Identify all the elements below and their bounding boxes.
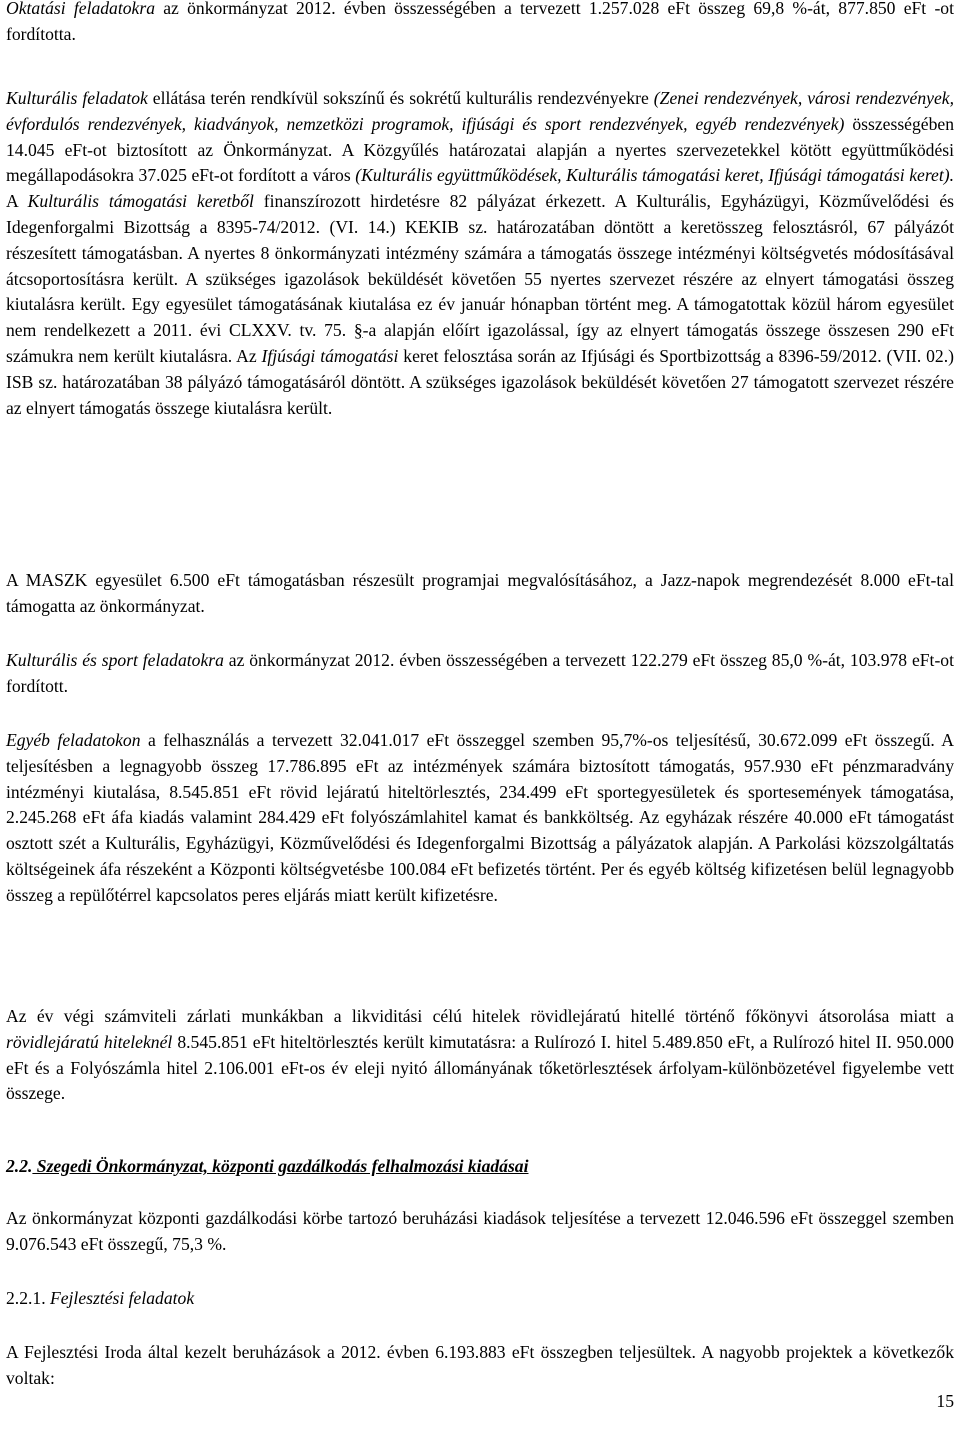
paragraph-central-investments: [6, 1206, 954, 1258]
text-run: -a alapján előírt igazolással, így az elnyert támogatás összege összesen 290 eFt számukra nem került kiutalásra. Az: [6, 320, 954, 366]
section-heading-2-2-1: [6, 1286, 954, 1312]
paragraph-year-end-closing: [6, 1004, 954, 1107]
paragraph-cultural-sport: [6, 648, 954, 700]
italic-term: Oktatási feladatokra: [6, 0, 155, 18]
text-run: összességében 14.045 eFt-ot biztosított az Önkormányzat. A Közgyűlés határozatai alapján a nyertes szervezetekkel kötött együttműködési megállapodásokra 37.025 eFt-ot fordított a város: [6, 113, 954, 186]
italic-term: (Zenei rendezvények, városi rendezvények, évfordulós rendezvények, kiadványok, nemzetközi programok, ifjúsági és sport rendezvények, egyéb rendezvények): [6, 88, 954, 134]
section-number: 2.2.1.: [6, 1288, 46, 1308]
italic-term: Kulturális és sport feladatokra: [6, 650, 224, 670]
text-run: A MASZK egyesület 6.500 eFt támogatásban részesült programjai megvalósításához, a Jazz-napok megrendezését 8.000 eFt-tal támogatta az önkormányzat.: [6, 570, 954, 616]
italic-term: (Kulturális együttműködések, Kulturális támogatási keret, Ifjúsági támogatási keret).: [355, 165, 954, 186]
page-number: 15: [936, 1391, 954, 1411]
underlined-term: §: [353, 320, 363, 341]
text-run: az önkormányzat 2012. évben összességében a tervezett 1.257.028 eFt összeg 69,8 %-át, 877.850 eFt -ot fordította.: [6, 0, 954, 44]
text-run: A: [6, 191, 28, 212]
paragraph-other-tasks: [6, 728, 954, 909]
paragraph-cultural-tasks: [6, 86, 954, 421]
italic-term: Ifjúsági támogatási: [261, 345, 399, 366]
text-run: ellátása terén rendkívül sokszínű és sokrétű kulturális rendezvényekre: [147, 88, 654, 108]
section-number: 2.2.: [6, 1156, 33, 1176]
italic-term: Egyéb feladatokon: [6, 730, 141, 750]
section-heading-2-2: [6, 1154, 954, 1180]
paragraph-education: [6, 0, 954, 48]
paragraph-maszk: [6, 568, 954, 620]
section-title: Szegedi Önkormányzat, központi gazdálkodás felhalmozási kiadásai: [32, 1156, 529, 1176]
text-run: A Fejlesztési Iroda által kezelt beruházások a 2012. évben 6.193.883 eFt összegben teljesültek. A nagyobb projektek a következők voltak:: [6, 1342, 954, 1388]
text-run: Az év végi számviteli zárlati munkákban a likviditási célú hitelek rövidlejáratú hitellé történő főkönyvi átsorolása miatt a: [6, 1006, 954, 1026]
paragraph-development-office: [6, 1340, 954, 1392]
text-run: az önkormányzat 2012. évben összességében a tervezett 122.279 eFt összeg 85,0 %-át, 103.978 eFt-ot fordított.: [6, 650, 954, 696]
italic-term: Kulturális feladatok: [6, 88, 148, 108]
text-run: a felhasználás a tervezett 32.041.017 eFt összeggel szemben 95,7%-os teljesítésű, 30.672.099 eFt összegű. A teljesítésben a legnagyobb összeg 17.786.895 eFt az intézmények számára biztosított támogatás, 957.930 eFt pénzmaradvány intézményi kiutalása, 8.545.851 eFt rövid lejáratú hiteltörlesztés, 234.499 eFt sportegyesületek és sportesemények támogatása, 2.245.268 eFt áfa kiadás valamint 284.429 eFt folyószámlahitel kamat és bankköltség. Az egyházak részére 40.000 eFt támogatást osztott szét a Kulturális, Egyházügyi, Közművelődési és Idegenforgalmi Bizottság a pályázatok alapján. A Parkolási közszolgáltatás költségeinek áfa részeként a Központi költségvetésbe 100.084 eFt befizetés történt. Per és egyéb költség kifizetésen belül legnagyobb összeg a repülőtérrel kapcsolatos peres eljárás miatt került kifizetésre.: [6, 730, 954, 905]
italic-term: Kulturális támogatási keretből: [27, 191, 254, 212]
text-run: keret felosztása során az Ifjúsági és Sportbizottság a 8396-59/2012. (VII. 02.) ISB sz. határozatában 38 pályázó támogatásáról döntött. A szükséges igazolások beküldését követően 27 támogatott szervezet részére az elnyert támogatás összege kiutalásra került.: [6, 345, 954, 418]
text-run: Az önkormányzat központi gazdálkodási körbe tartozó beruházási kiadások teljesítése a tervezett 12.046.596 eFt összeggel szemben 9.076.543 eFt összegű, 75,3 %.: [6, 1208, 954, 1254]
italic-term: rövidlejáratú hiteleknél: [6, 1031, 173, 1052]
text-run: finanszírozott hirdetésre 82 pályázat érkezett. A Kulturális, Egyházügyi, Közművelődési és Idegenforgalmi Bizottság a 8395-74/2012. (VI. 14.) KEKIB sz. határozatában döntött a keretösszeg felosztásról, 67 pályázót részesített támogatásban. A nyertes 8 önkormányzati intézmény számára a támogatás összege intézményi költségvetés módosításával átcsoportosításra került. A szükséges igazolások beküldését követően 55 nyertes szervezet részére az elnyert támogatási összeg kiutalásra került. Egy egyesület támogatásának kiutalása ez év január hónapban történt meg. A támogatottak közül három egyesület nem rendelkezett a 2011. évi CLXXV. tv. 75.: [6, 191, 954, 341]
section-title: Fejlesztési feladatok: [45, 1288, 195, 1308]
text-run: 8.545.851 eFt hiteltörlesztés került kimutatásra: a Rulírozó I. hitel 5.489.850 eFt, a Rulírozó hitel II. 950.000 eFt és a Folyószámla hitel 2.106.001 eFt-os év eleji nyitó állományának tőketörlesztések árfolyam-különbözetével figyelembe vett összege.: [6, 1031, 954, 1104]
